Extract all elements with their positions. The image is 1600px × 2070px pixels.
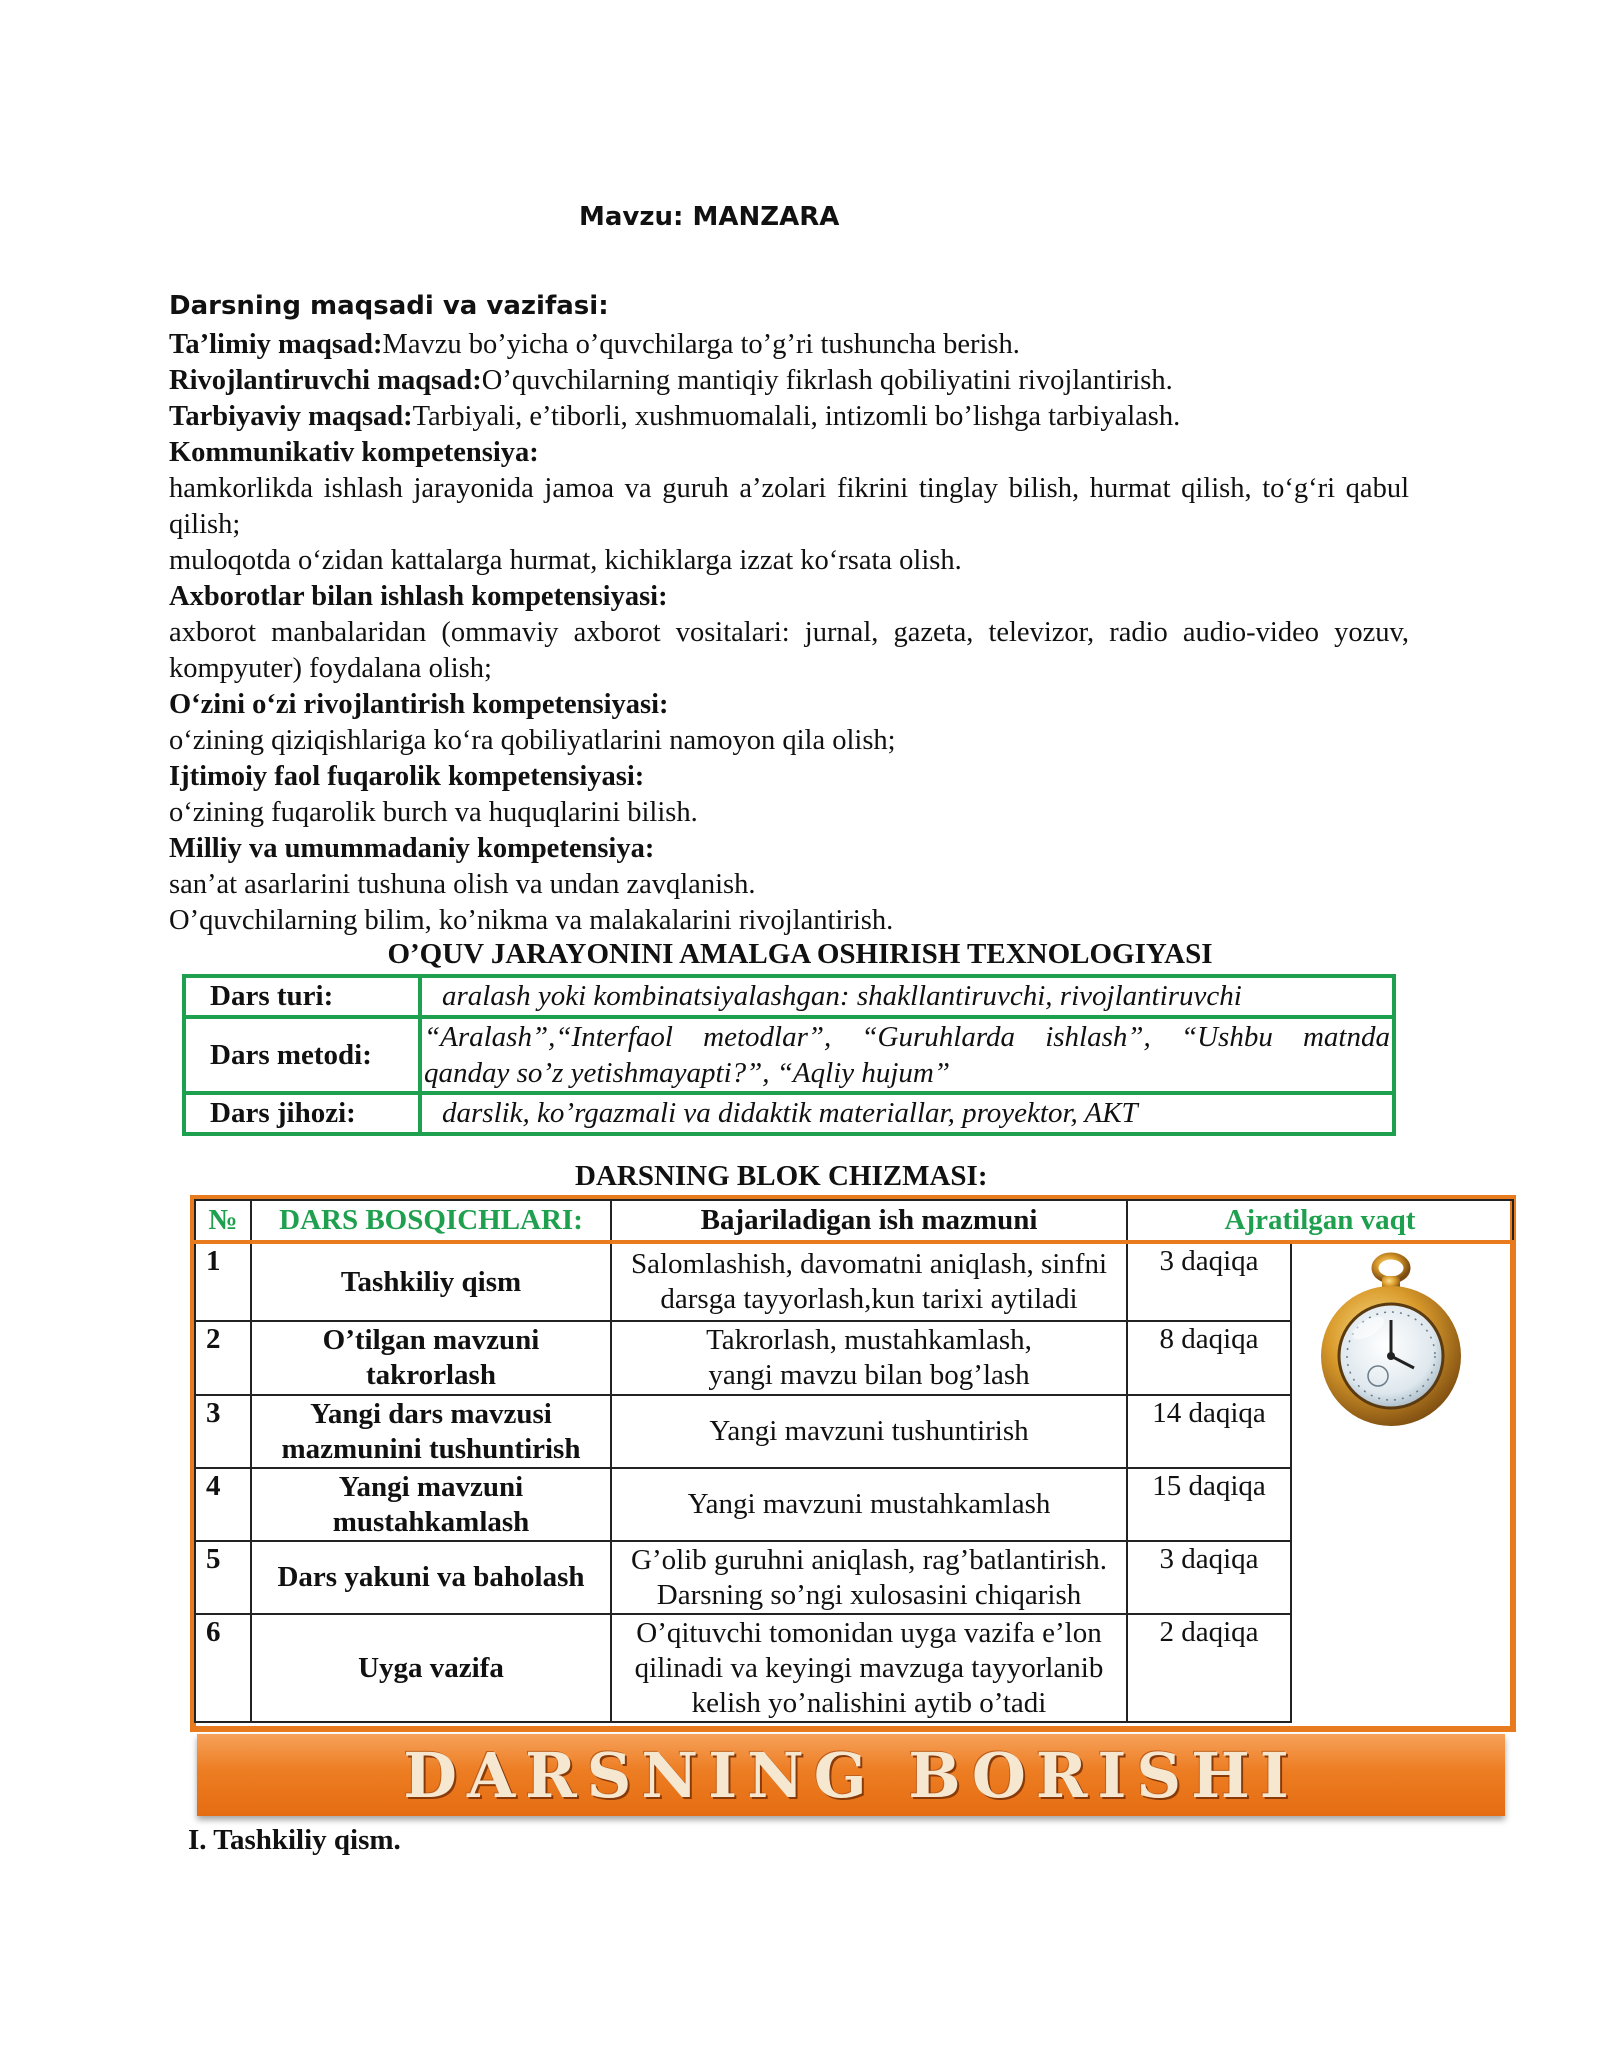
tech-label: Dars jihozi: (184, 1093, 420, 1134)
objective-educational: Ta’limiy maqsad:Mavzu bo’yicha o’quvchilarga to’g’ri tushuncha berish. (169, 329, 1020, 360)
row-number: 1 (195, 1242, 251, 1321)
col-header-stage: DARS BOSQICHLARI: (251, 1200, 611, 1242)
time-cell: 2 daqiqa (1127, 1614, 1291, 1722)
stage-cell: Dars yakuni va baholash (251, 1541, 611, 1614)
objectives-body (169, 327, 1409, 939)
page-title: Mavzu: MANZARA (579, 202, 840, 232)
row-number: 5 (195, 1541, 251, 1614)
tech-row (184, 976, 1394, 1017)
row-number: 2 (195, 1321, 251, 1395)
time-cell: 3 daqiqa (1127, 1242, 1291, 1321)
stage-cell: Yangi mavzuni mustahkamlash (251, 1468, 611, 1541)
competency-heading: Kommunikativ kompetensiya: (169, 437, 539, 468)
competency-text: muloqotda o‘zidan kattalarga hurmat, kichiklarga izzat ko‘rsata olish. (169, 545, 962, 576)
stage-cell: Uyga vazifa (251, 1614, 611, 1722)
work-cell: Yangi mavzuni mustahkamlash (611, 1468, 1127, 1541)
competency-heading: Milliy va umummadaniy kompetensiya: (169, 833, 655, 864)
work-cell: Yangi mavzuni tushuntirish (611, 1395, 1127, 1468)
competency-heading: Axborotlar bilan ishlash kompetensiyasi: (169, 581, 668, 612)
col-header-num: № (195, 1200, 251, 1242)
col-header-work: Bajariladigan ish mazmuni (611, 1200, 1127, 1242)
competency-text: o‘zining qiziqishlariga ko‘ra qobiliyatlarini namoyon qila olish; (169, 725, 896, 756)
work-cell: G’olib guruhni aniqlash, rag’batlantirish. Darsning so’ngi xulosasini chiqarish (611, 1541, 1127, 1614)
work-cell: O’qituvchi tomonidan uyga vazifa e’lon qilinadi va keyingi mavzuga tayyorlanib kelish yo’nalishini aytib o’tadi (611, 1614, 1127, 1722)
time-cell: 3 daqiqa (1127, 1541, 1291, 1614)
technology-heading: O’QUV JARAYONINI AMALGA OSHIRISH TEXNOLOGIYASI (387, 938, 1213, 970)
tech-value: darslik, ko’rgazmali va didaktik materiallar, proyektor, AKT (420, 1093, 1394, 1134)
section-heading: I. Tashkiliy qism. (188, 1824, 401, 1856)
objective-upbringing: Tarbiyaviy maqsad:Tarbiyali, e’tiborli, xushmuomalali, intizomli bo’lishga tarbiyalash. (169, 401, 1181, 432)
stage-cell: Yangi dars mavzusi mazmunini tushuntirish (251, 1395, 611, 1468)
time-cell: 8 daqiqa (1127, 1321, 1291, 1395)
tech-value: “Aralash”,“Interfaol metodlar”, “Guruhlarda ishlash”, “Ushbu matnda qanday so’z yetishmayapti?”, “Aqliy hujum” (420, 1017, 1394, 1093)
stage-cell: O’tilgan mavzuni takrorlash (251, 1321, 611, 1395)
stage-cell: Tashkiliy qism (251, 1242, 611, 1321)
competency-heading: Ijtimoiy faol fuqarolik kompetensiyasi: (169, 761, 645, 792)
block-diagram-heading: DARSNING BLOK CHIZMASI: (575, 1160, 988, 1192)
competency-text: hamkorlikda ishlash jarayonida jamoa va guruh a’zolari fikrini tinglay bilish, hurmat qilish, to‘g‘ri qabul qilish; (169, 473, 1409, 540)
row-number: 6 (195, 1614, 251, 1722)
objectives-heading: Darsning maqsadi va vazifasi: (169, 291, 609, 321)
banner-text: DARSNING BORISHI (403, 1738, 1299, 1812)
time-cell: 14 daqiqa (1127, 1395, 1291, 1468)
row-number: 4 (195, 1468, 251, 1541)
objective-developmental: Rivojlantiruvchi maqsad:O’quvchilarning mantiqiy fikrlash qobiliyatini rivojlantirish. (169, 365, 1173, 396)
work-cell: Takrorlash, mustahkamlash, yangi mavzu bilan bog’lash (611, 1321, 1127, 1395)
competency-text: axborot manbalaridan (ommaviy axborot vositalari: jurnal, gazeta, televizor, radio audio-video yozuv, kompyuter) foydalana olish; (169, 617, 1409, 684)
tech-label: Dars turi: (184, 976, 420, 1017)
pocket-watch-icon (1316, 1248, 1466, 1438)
tech-row (184, 1093, 1394, 1134)
row-number: 3 (195, 1395, 251, 1468)
tech-row (184, 1017, 1394, 1093)
competency-text: O’quvchilarning bilim, ko’nikma va malakalarini rivojlantirish. (169, 905, 894, 936)
competency-text: o‘zining fuqarolik burch va huquqlarini bilish. (169, 797, 698, 828)
competency-heading: O‘zini o‘zi rivojlantirish kompetensiyasi: (169, 689, 669, 720)
empty-cell (1291, 1395, 1513, 1722)
technology-table (182, 974, 1396, 1136)
competency-text: san’at asarlarini tushuna olish va undan zavqlanish. (169, 869, 756, 900)
tech-value: aralash yoki kombinatsiyalashgan: shakllantiruvchi, rivojlantiruvchi (420, 976, 1394, 1017)
tech-label: Dars metodi: (184, 1017, 420, 1093)
table-header-row (195, 1200, 1513, 1242)
lesson-progress-banner (197, 1734, 1505, 1816)
work-cell: Salomlashish, davomatni aniqlash, sinfni darsga tayyorlash,kun tarixi aytiladi (611, 1242, 1127, 1321)
col-header-time: Ajratilgan vaqt (1127, 1200, 1513, 1242)
time-cell: 15 daqiqa (1127, 1468, 1291, 1541)
